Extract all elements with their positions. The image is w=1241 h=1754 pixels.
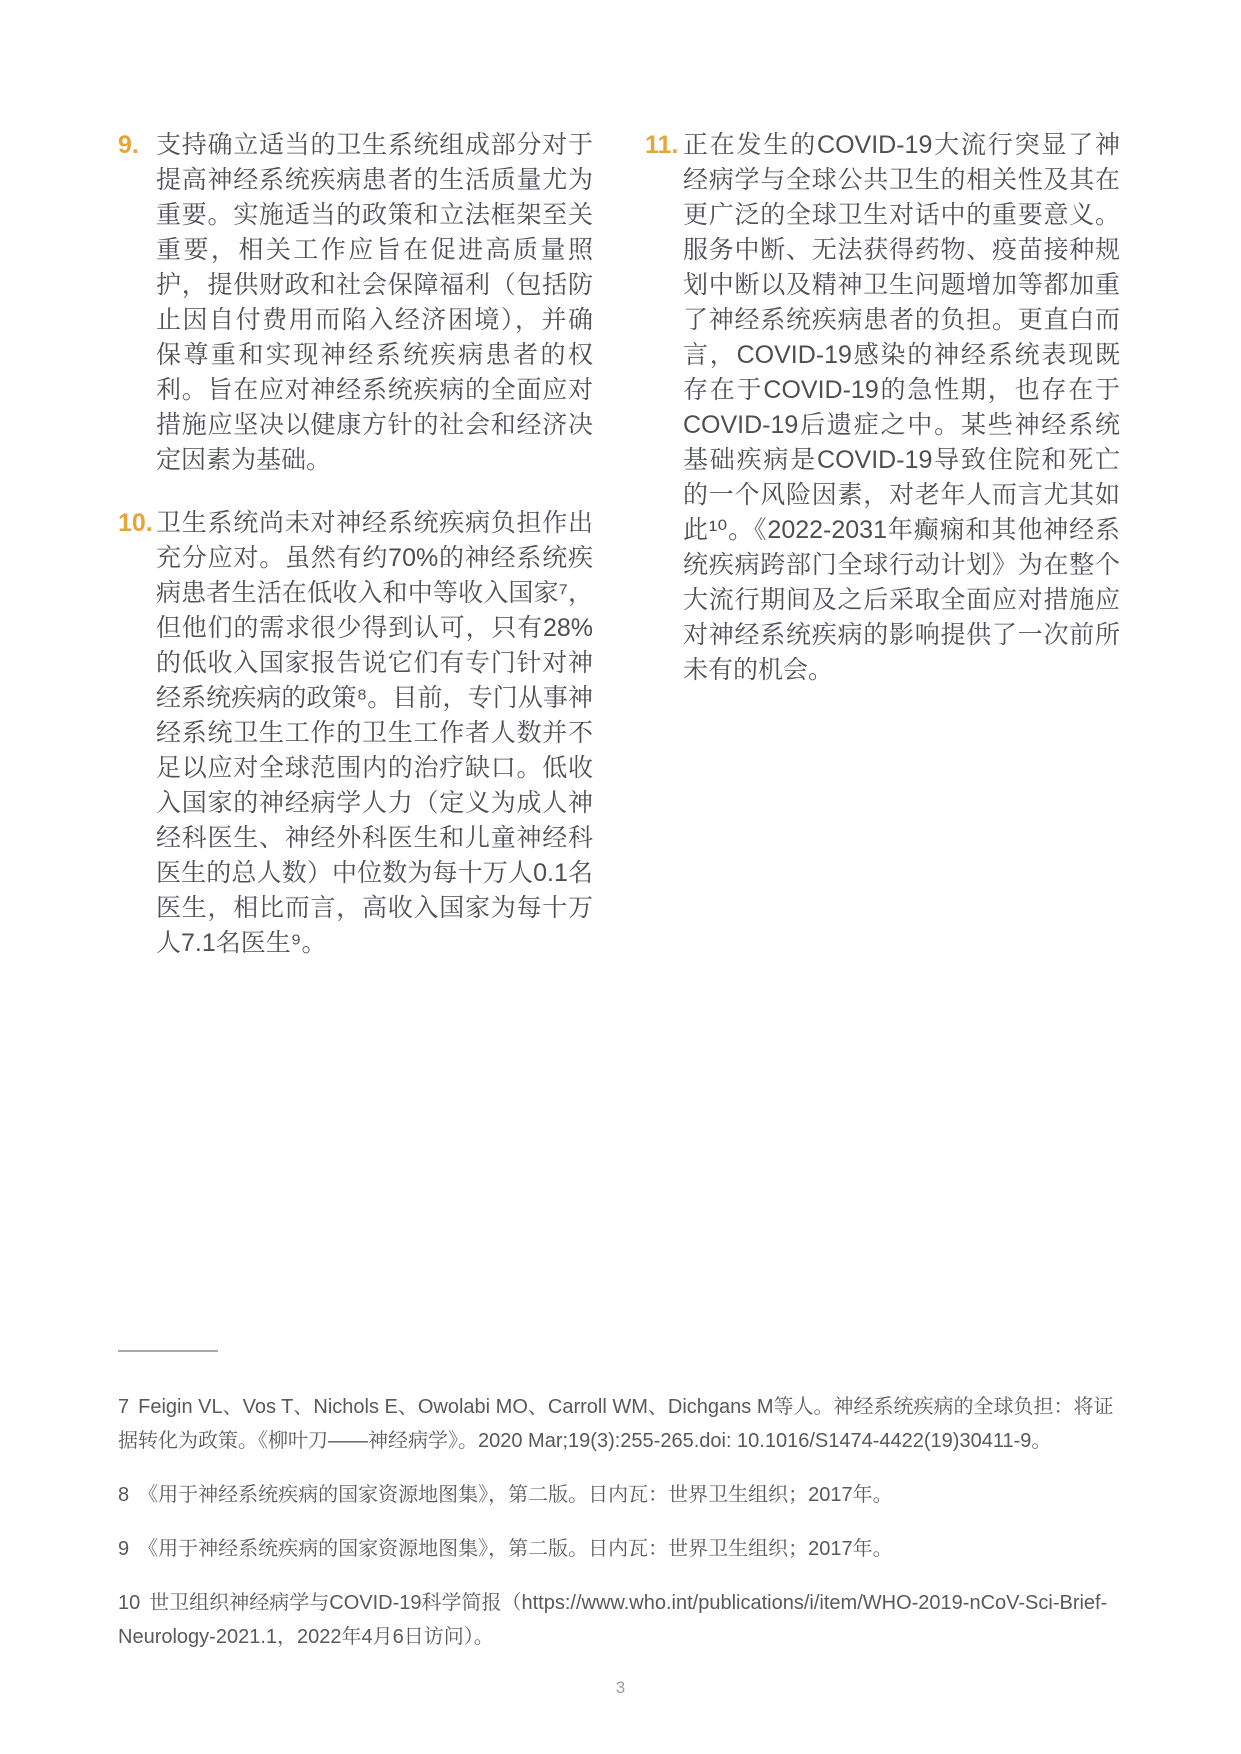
footnote-8: [118, 1478, 1118, 1512]
footnote-number: 8: [118, 1484, 130, 1506]
footnote-number: 9: [118, 1538, 130, 1560]
left-column: [118, 128, 593, 989]
paragraph-number: 10.: [118, 509, 153, 537]
footnotes-section: [118, 1350, 1118, 1674]
paragraph-text: 卫生系统尚未对神经系统疾病负担作出充分应对。虽然有约70%的神经系统疾病患者生活在低收入和中等收入国家⁷，但他们的需求很少得到认可，只有28%的低收入国家报告说它们有专门针对神经系统疾病的政策⁸。目前，专门从事神经系统卫生工作的卫生工作者人数并不足以应对全球范围内的治疗缺口。低收入国家的神经病学人力（定义为成人神经科医生、神经外科医生和儿童神经科医生的总人数）中位数为每十万人0.1名医生，相比而言，高收入国家为每十万人7.1名医生⁹。: [156, 509, 593, 957]
footnote-number: 10: [118, 1592, 141, 1614]
numbered-paragraph-9: [118, 128, 593, 478]
paragraph-number: 9.: [118, 131, 139, 159]
footnote-text: Feigin VL、Vos T、Nichols E、Owolabi MO、Carroll WM、Dichgans M等人。神经系统疾病的全球负担：将证据转化为政策。《柳叶刀——神经病学》。2020 Mar;19(3):255-265.doi: 10.1016/S1474-4422(19)30411-9。: [118, 1396, 1114, 1452]
footnote-text: 《用于神经系统疾病的国家资源地图集》，第二版。日内瓦：世界卫生组织；2017年。: [138, 1538, 893, 1560]
numbered-paragraph-10: [118, 506, 593, 961]
numbered-paragraph-11: [645, 128, 1120, 688]
footnote-divider: [118, 1350, 218, 1352]
right-column: [645, 128, 1120, 989]
body-columns: [118, 128, 1120, 989]
footnote-number: 7: [118, 1396, 130, 1418]
footnote-9: [118, 1532, 1118, 1566]
page-number: 3: [615, 1678, 626, 1697]
footnote-7: [118, 1390, 1118, 1458]
paragraph-text: 正在发生的COVID-19大流行突显了神经病学与全球公共卫生的相关性及其在更广泛的全球卫生对话中的重要意义。服务中断、无法获得药物、疫苗接种规划中断以及精神卫生问题增加等都加重了神经系统疾病患者的负担。更直白而言，COVID-19感染的神经系统表现既存在于COVID-19的急性期，也存在于COVID-19后遗症之中。某些神经系统基础疾病是COVID-19导致住院和死亡的一个风险因素，对老年人而言尤其如此¹⁰。《2022-2031年癫痫和其他神经系统疾病跨部门全球行动计划》为在整个大流行期间及之后采取全面应对措施应对神经系统疾病的影响提供了一次前所未有的机会。: [683, 131, 1120, 684]
paragraph-number: 11.: [645, 131, 679, 159]
footnote-10: [118, 1586, 1118, 1654]
paragraph-text: 支持确立适当的卫生系统组成部分对于提高神经系统疾病患者的生活质量尤为重要。实施适当的政策和立法框架至关重要，相关工作应旨在促进高质量照护，提供财政和社会保障福利（包括防止因自付费用而陷入经济困境），并确保尊重和实现神经系统疾病患者的权利。旨在应对神经系统疾病的全面应对措施应坚决以健康方针的社会和经济决定因素为基础。: [156, 131, 593, 474]
footnote-text: 世卫组织神经病学与COVID-19科学简报（https://www.who.int/publications/i/item/WHO-2019-nCoV-Sci-Brief-Neurology-2021.1，2022年4月6日访问）。: [118, 1592, 1108, 1648]
footnote-text: 《用于神经系统疾病的国家资源地图集》，第二版。日内瓦：世界卫生组织；2017年。: [138, 1484, 893, 1506]
